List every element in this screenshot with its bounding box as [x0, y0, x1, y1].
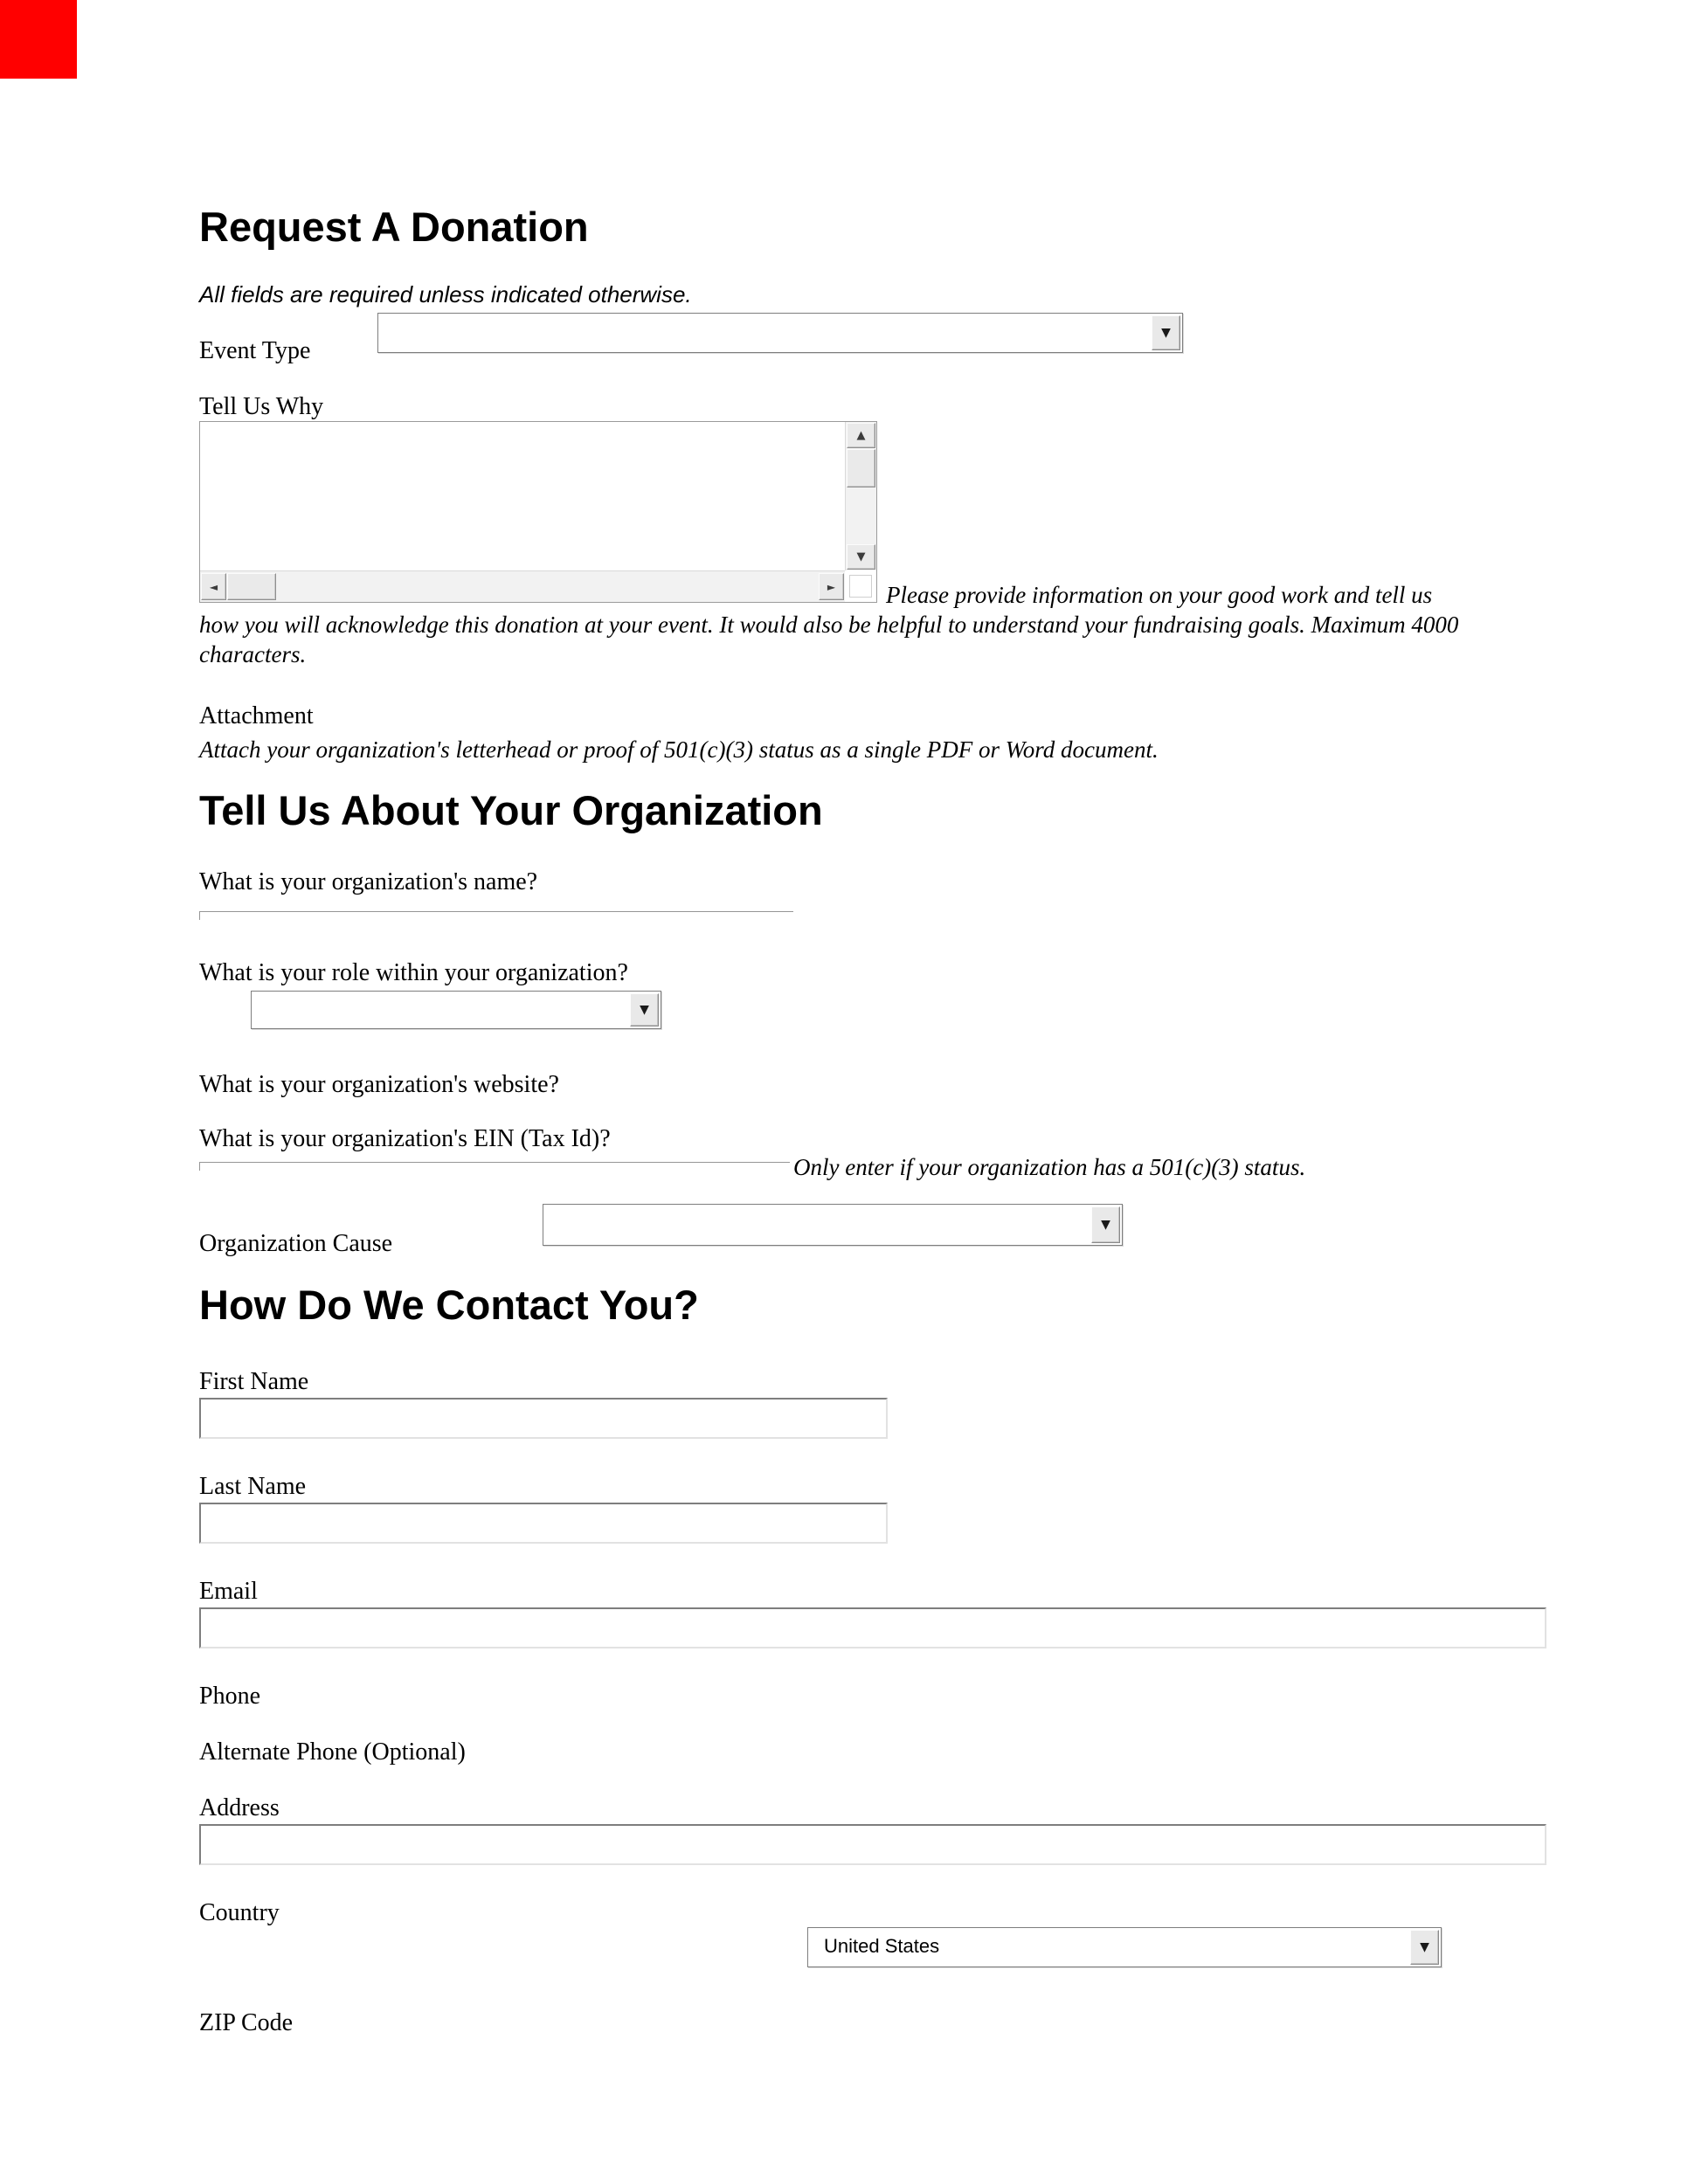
vertical-scrollbar[interactable] [845, 422, 876, 570]
organization-ein-input[interactable] [199, 1162, 790, 1171]
organization-ein-label: What is your organization's EIN (Tax Id)? [199, 1125, 611, 1152]
organization-section-title: Tell Us About Your Organization [199, 787, 823, 833]
horizontal-scrollbar[interactable] [200, 570, 845, 602]
country-selected-value: United States [824, 1935, 940, 1957]
scroll-up-icon[interactable]: ▲ [847, 423, 875, 448]
form-subtitle: All fields are required unless indicated otherwise. [199, 281, 692, 308]
email-input[interactable] [199, 1607, 1546, 1648]
organization-ein-help: Only enter if your organization has a 501(c)(3) status. [793, 1154, 1306, 1180]
scroll-left-icon[interactable]: ◄ [201, 573, 226, 600]
contact-section-title: How Do We Contact You? [199, 1282, 699, 1328]
tell-us-why-block [199, 421, 1477, 669]
caret-down-icon[interactable]: ▼ [1152, 315, 1180, 350]
caret-down-icon[interactable]: ▼ [1091, 1206, 1120, 1243]
alternate-phone-label: Alternate Phone (Optional) [199, 1738, 466, 1766]
tell-us-why-textarea[interactable] [199, 421, 877, 603]
organization-name-label: What is your organization's name? [199, 868, 538, 895]
organization-role-label: What is your role within your organization? [199, 959, 628, 986]
last-name-input[interactable] [199, 1503, 888, 1544]
last-name-label: Last Name [199, 1473, 307, 1500]
first-name-input[interactable] [199, 1398, 888, 1439]
zip-code-label: ZIP Code [199, 2009, 294, 2036]
first-name-label: First Name [199, 1368, 309, 1395]
tell-us-why-help: Please provide information on your good work and tell us how you will acknowledge this donation at your event. It would also be helpful to understand your fundraising goals. Maximum 4000 characters. [199, 582, 1459, 667]
tell-us-why-text-area-content[interactable] [200, 422, 844, 570]
country-label: Country [199, 1899, 280, 1926]
email-label: Email [199, 1578, 258, 1605]
scroll-right-icon[interactable]: ► [819, 573, 844, 600]
phone-label: Phone [199, 1683, 260, 1710]
horizontal-scroll-thumb[interactable] [227, 573, 276, 600]
event-type-select[interactable] [377, 313, 1183, 353]
organization-cause-select[interactable] [543, 1204, 1123, 1246]
scrollbar-corner [849, 575, 872, 598]
organization-name-input[interactable] [199, 911, 793, 920]
page-title: Request A Donation [199, 204, 589, 250]
red-corner-mark [0, 0, 77, 79]
organization-cause-label: Organization Cause [199, 1230, 393, 1257]
scroll-down-icon[interactable]: ▼ [847, 544, 875, 570]
event-type-label: Event Type [199, 337, 311, 364]
address-input[interactable] [199, 1824, 1546, 1865]
tell-us-why-label: Tell Us Why [199, 393, 324, 420]
country-select[interactable] [807, 1927, 1442, 1967]
attachment-help: Attach your organization's letterhead or proof of 501(c)(3) status as a single PDF or Word document. [199, 736, 1159, 763]
address-label: Address [199, 1794, 280, 1821]
vertical-scroll-thumb[interactable] [847, 449, 875, 487]
caret-down-icon[interactable]: ▼ [630, 993, 659, 1026]
caret-down-icon[interactable]: ▼ [1410, 1930, 1439, 1965]
organization-website-label: What is your organization's website? [199, 1071, 559, 1098]
attachment-label: Attachment [199, 702, 314, 729]
organization-role-select[interactable] [251, 991, 661, 1029]
